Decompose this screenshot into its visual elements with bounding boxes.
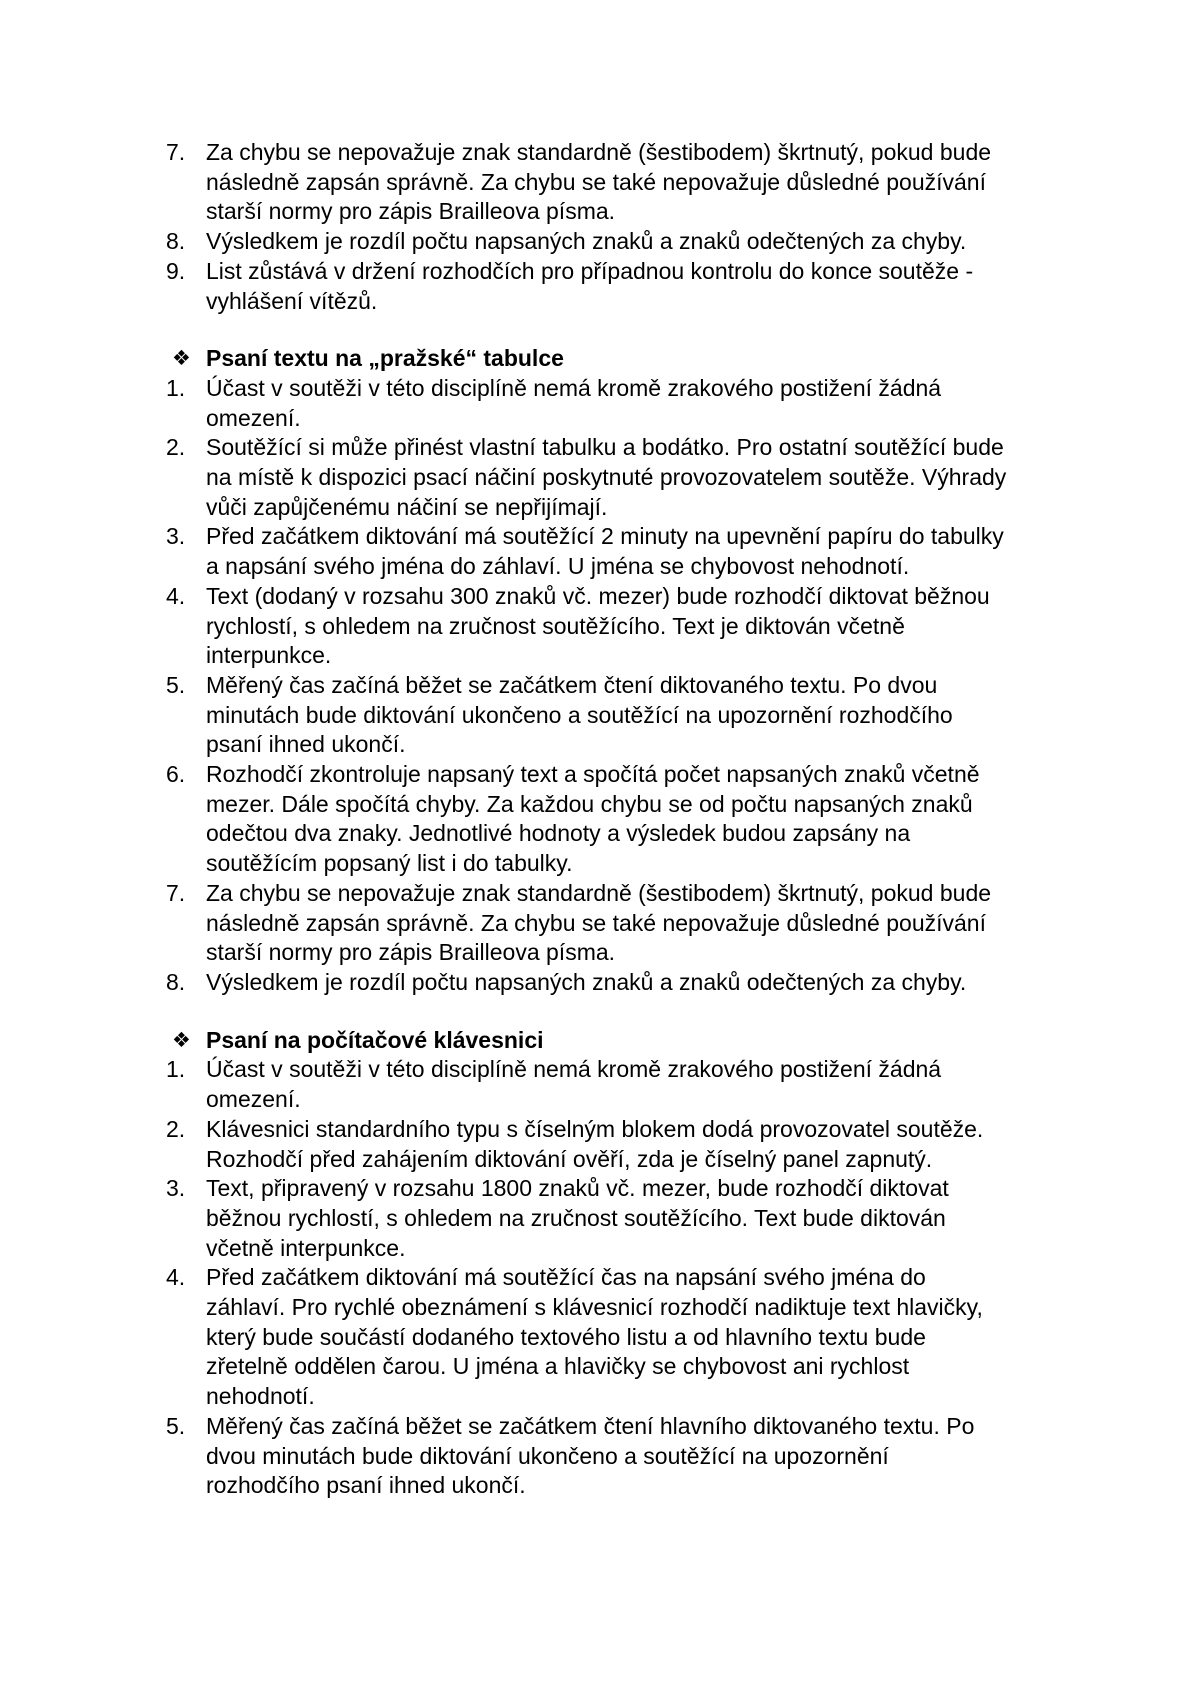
list-item <box>166 1263 1066 1412</box>
text-line: Klávesnici standardního typu s číselným blokem dodá provozovatel soutěže. <box>206 1115 984 1142</box>
list-item <box>166 374 1066 433</box>
list-item-text <box>206 671 1066 760</box>
list-item-text <box>206 522 1066 581</box>
text-line: soutěžícím popsaný list i do tabulky. <box>206 850 573 877</box>
list-item-text <box>206 257 1066 316</box>
list-item <box>166 671 1066 760</box>
list-item-number: 7. <box>166 879 186 906</box>
list-item <box>166 582 1066 671</box>
list-item-text <box>206 1263 1066 1412</box>
text-line: starší normy pro zápis Brailleova písma. <box>206 939 616 966</box>
list-item-text <box>206 374 1066 433</box>
list-item-text <box>206 879 1066 968</box>
text-line: Soutěžící si může přinést vlastní tabulku a bodátko. Pro ostatní soutěžící bude <box>206 434 1004 461</box>
text-line: starší normy pro zápis Brailleova písma. <box>206 198 616 225</box>
text-line: minutách bude diktování ukončeno a soutěžící na upozornění rozhodčího <box>206 701 953 728</box>
list-item-number: 2. <box>166 434 186 461</box>
text-line: který bude součástí dodaného textového listu a od hlavního textu bude <box>206 1323 926 1350</box>
text-line: Před začátkem diktování má soutěžící čas na napsání svého jména do <box>206 1264 926 1291</box>
text-line: interpunkce. <box>206 642 332 669</box>
list-item <box>166 257 1066 316</box>
text-line: následně zapsán správně. Za chybu se také nepovažuje důsledné používání <box>206 168 986 195</box>
text-line: Rozhodčí před zahájením diktování ověří, zda je číselný panel zapnutý. <box>206 1145 933 1172</box>
text-line: Text (dodaný v rozsahu 300 znaků vč. mezer) bude rozhodčí diktovat běžnou <box>206 582 990 609</box>
text-line: Výsledkem je rozdíl počtu napsaných znaků a znaků odečtených za chyby. <box>206 228 967 255</box>
list-item <box>166 1412 1066 1501</box>
text-line: Účast v soutěži v této disciplíně nemá kromě zrakového postižení žádná <box>206 374 942 401</box>
list-item-number: 4. <box>166 582 186 609</box>
document-content <box>166 138 1066 1501</box>
section-heading <box>166 344 1066 374</box>
text-line: nehodnotí. <box>206 1383 315 1410</box>
text-line: na místě k dispozici psací náčiní poskytnuté provozovatelem soutěže. Výhrady <box>206 464 1007 491</box>
list-item-number: 4. <box>166 1264 186 1291</box>
text-line: vyhlášení vítězů. <box>206 287 378 314</box>
text-line: List zůstává v držení rozhodčích pro případnou kontrolu do konce soutěže - <box>206 257 974 284</box>
text-line: Před začátkem diktování má soutěžící 2 minuty na upevnění papíru do tabulky <box>206 523 1004 550</box>
text-line: vůči zapůjčenému náčiní se nepřijímají. <box>206 493 608 520</box>
text-line: Účast v soutěži v této disciplíně nemá kromě zrakového postižení žádná <box>206 1056 942 1083</box>
text-line: omezení. <box>206 404 301 431</box>
list-item <box>166 760 1066 879</box>
list-item-text <box>206 968 1066 998</box>
list-item-text <box>206 1055 1066 1114</box>
list-item-number: 1. <box>166 374 186 401</box>
list-item-number: 5. <box>166 1412 186 1439</box>
text-line: zřetelně oddělen čarou. U jména a hlavičky se chybovost ani rychlost <box>206 1353 910 1380</box>
text-line: běžnou rychlostí, s ohledem na zručnost soutěžícího. Text bude diktován <box>206 1204 946 1231</box>
list-item <box>166 1055 1066 1114</box>
list-item-text <box>206 227 1066 257</box>
diamond-bullet-icon: ❖ <box>172 1028 191 1052</box>
section-heading <box>166 1026 1066 1056</box>
list-item <box>166 1115 1066 1174</box>
list-item <box>166 968 1066 998</box>
text-line: a napsání svého jména do záhlaví. U jména se chybovost nehodnotí. <box>206 553 910 580</box>
text-line: Za chybu se nepovažuje znak standardně (šestibodem) škrtnutý, pokud bude <box>206 879 992 906</box>
list-item-number: 9. <box>166 257 186 284</box>
section-heading-text: Psaní na počítačové klávesnici <box>206 1026 544 1053</box>
text-line: odečtou dva znaky. Jednotlivé hodnoty a výsledek budou zapsány na <box>206 820 911 847</box>
text-line: rozhodčího psaní ihned ukončí. <box>206 1472 526 1499</box>
list-item-number: 2. <box>166 1115 186 1142</box>
list-item-number: 6. <box>166 761 186 788</box>
text-line: dvou minutách bude diktování ukončeno a soutěžící na upozornění <box>206 1442 889 1469</box>
list-item-number: 8. <box>166 228 186 255</box>
diamond-bullet-icon: ❖ <box>172 347 191 371</box>
list-item <box>166 879 1066 968</box>
text-line: Výsledkem je rozdíl počtu napsaných znaků a znaků odečtených za chyby. <box>206 968 967 995</box>
list-item <box>166 433 1066 522</box>
text-line: Měřený čas začíná běžet se začátkem čtení hlavního diktovaného textu. Po <box>206 1412 975 1439</box>
text-line: následně zapsán správně. Za chybu se také nepovažuje důsledné používání <box>206 909 986 936</box>
list-item <box>166 227 1066 257</box>
list-item-text <box>206 1174 1066 1263</box>
list-item-number: 1. <box>166 1056 186 1083</box>
text-line: Rozhodčí zkontroluje napsaný text a spočítá počet napsaných znaků včetně <box>206 761 980 788</box>
text-line: psaní ihned ukončí. <box>206 731 406 758</box>
text-line: Za chybu se nepovažuje znak standardně (šestibodem) škrtnutý, pokud bude <box>206 139 992 165</box>
list-item-text <box>206 760 1066 879</box>
list-item <box>166 138 1066 227</box>
text-line: Měřený čas začíná běžet se začátkem čtení diktovaného textu. Po dvou <box>206 671 938 698</box>
list-item-number: 3. <box>166 1175 186 1202</box>
list-item-text <box>206 138 1066 227</box>
section-heading-text: Psaní textu na „pražské“ tabulce <box>206 345 564 372</box>
list-item-number: 3. <box>166 523 186 550</box>
text-line: včetně interpunkce. <box>206 1234 406 1261</box>
text-line: záhlaví. Pro rychlé obeznámení s klávesnicí rozhodčí nadiktuje text hlavičky, <box>206 1294 983 1321</box>
list-item-number: 5. <box>166 671 186 698</box>
text-line: omezení. <box>206 1086 301 1113</box>
list-item-text <box>206 1412 1066 1501</box>
text-line: mezer. Dále spočítá chyby. Za každou chybu se od počtu napsaných znaků <box>206 790 973 817</box>
list-item-text <box>206 433 1066 522</box>
list-item-number: 8. <box>166 968 186 995</box>
list-item-number: 7. <box>166 139 186 165</box>
list-item-text <box>206 1115 1066 1174</box>
list-item-text <box>206 582 1066 671</box>
text-line: rychlostí, s ohledem na zručnost soutěžícího. Text je diktován včetně <box>206 612 905 639</box>
list-item <box>166 522 1066 581</box>
list-item <box>166 1174 1066 1263</box>
text-line: Text, připravený v rozsahu 1800 znaků vč. mezer, bude rozhodčí diktovat <box>206 1175 949 1202</box>
